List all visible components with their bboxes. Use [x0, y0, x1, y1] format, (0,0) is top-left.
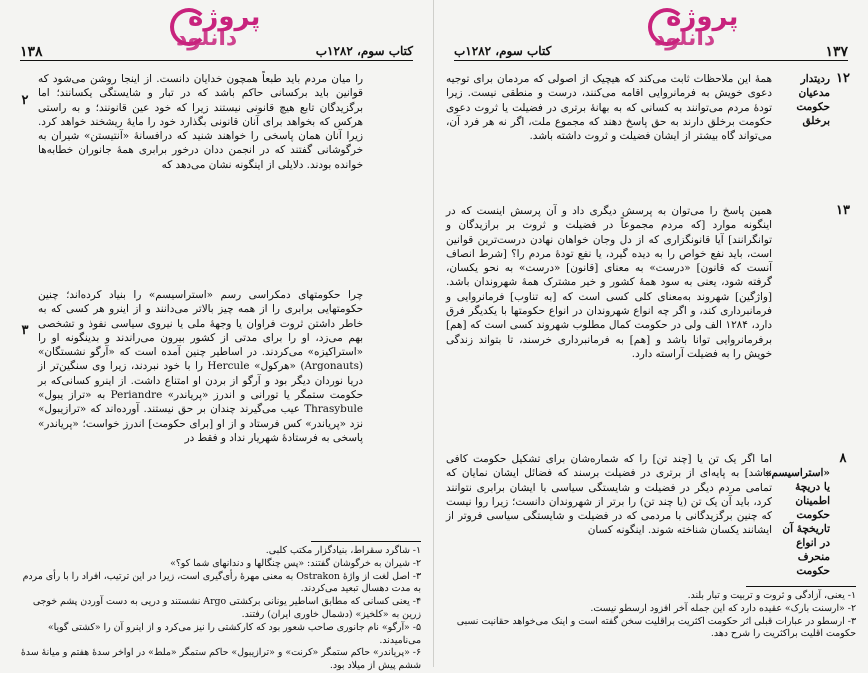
footnote: ۲- شیران به خرگوشان گفتند: «پس چنگالها و دندانهای شما کو؟» — [170, 557, 421, 569]
paragraph — [446, 72, 856, 200]
footnote-rule — [746, 586, 856, 587]
paragraph-text: اما اگر یک تن یا [چند تن] را که شماره‌شان برای تشکیل حکومت کافی نباشد] به پایه‌ای از برتری در فضیلت برسند که فضائل ایشان نمایان که تمامی مردم دیگر در فضیلت و شایستگی سیاسی با ایشان برابری نتوانند کرد، باید آن یک تن (یا چند تن) را برتر از شهروندان دانست؛ زیرا روا نیست که چنین برگزیدگانی با مردمی که در فضیلت و شایستگی سیاسی فروتر از ایشانند یکسان شناخته شوند. اینگونه کسان — [446, 453, 772, 537]
watermark-line1: پروژه — [188, 2, 261, 32]
footnote: ۶- «پریاندر» حاکم ستمگر «کرنت» و «ترازیبول» حاکم ستمگر «ملط» در اواخر سدهٔ هفتم و میانهٔ سدهٔ ششم پیش از میلاد بود. — [20, 647, 421, 672]
footnote: ۱- شاگرد سقراط، بنیادگزار مکتب کلبی. — [265, 545, 421, 556]
footnote: ۲- «ارسنت بارک» عقیده دارد که این جمله آخر افزود ارسطو نیست. — [590, 602, 856, 614]
watermark-logo — [648, 2, 746, 56]
paragraph — [446, 452, 856, 580]
watermark-line1: پروژه — [666, 2, 739, 32]
margin-note: «استراسیسم» یا دریچهٔ اطمینان حکومت تاریخچهٔ آن در انواع منحرف حکومت — [764, 467, 830, 577]
footnote: ۳- اصل لغت از واژهٔ Ostrakon به معنی مهرهٔ رأی‌گیری است، زیرا در این ترتیب، افراد را با رأی مردم به مدت دهسال تبعید می‌کردند. — [22, 570, 421, 595]
footnotes — [446, 590, 856, 660]
footnote: ۴- یعنی کسانی که مطابق اساطیر یونانی برکشتی Argo نشستند و دریی به دست آوردن پشم خوجی زرین به «کلخیز» (دشمال خاوری ایران) رفتند. — [32, 596, 421, 620]
footnote: ۵- «آرگو» نام جانوری صاحب شعور بود که کارکشتی را نیز می‌کرد و از اینرو آن را «کشتی گویا» می‌نامیدند. — [47, 621, 421, 646]
footnote: ۳- ارسطو در عبارات قبلی اثر حکومت اکثریت براقلیت سخن گفته است و اینک می‌خواهد حقانیت نسبی حکومت اقلیت براکثریت را شرح دهد. — [456, 615, 856, 640]
left-page — [0, 0, 434, 672]
paragraph-text: همین پاسخ را می‌توان به پرسش دیگری داد و آن پرسش اینست که در اینگونه موارد [که مردم مجموعاً در فضیلت و ثروت بر برازیدگان و توانگرانند] آیا قانونگزاری که از دل وجان خواهان نهادن درست‌ترین قوانین است، باید نفع خواص را به دیده گیرد، یا نفع تودهٔ مردم را؟ [شرط انصاف آنست که قانون] «درست» به معنای [قانون] «درست» به نحو یکسان، گرفته شود، یعنی به سود همهٔ کشور و خیر مشترک همهٔ شهروندان باشد. [واژگین] شهروند به‌معنای کلی کسی است که [به تناوب] فرمانروایی و فرمانبرداری کند، و اگر چه انواع شهروندان در انواع حکومتها با یکدیگر فرق دارد، ۱۲۸۴ الف ولی در حکومت کمال مطلوب شهروند کسی است که [هم] برفرمانروایی توانا باشد و [هم] به فرمانبرداری خرسند، تا بتواند زندگی خویش را به فضیلت آراسته دارد. — [446, 205, 772, 360]
footnote-rule — [311, 541, 421, 542]
paragraph — [446, 204, 856, 448]
left-running-head: کتاب سوم، ۱۲۸۲ب — [315, 44, 413, 58]
right-page — [434, 0, 868, 667]
watermark-line2: دانلود — [654, 26, 716, 51]
watermark-logo — [170, 2, 268, 56]
paragraph-number: ۸ — [839, 451, 847, 466]
paragraph-text: همهٔ این ملاحظات ثابت می‌کند که هیچیک از اصولی که مردمان برای توجیه دعوی خویش به فرمانروایی اقامه می‌کنند، درست و منطقی نیست. زیرا تودهٔ مردم می‌توانند به کسانی که به بهانهٔ برتری در فضیلت یا ثروت دعوی حکومت برخلق دارند به حق پاسخ دهند که مجموع ملت، اگر نه هر فرد آن، می‌تواند گاه بیشتر از ایشان فضیلت و ثروت داشته باشد. — [446, 73, 772, 143]
paragraph-number: ۱۳ — [836, 203, 850, 218]
paragraph-number: ۳ — [21, 323, 29, 338]
margin-note — [772, 204, 830, 448]
footnote: ۱- یعنی، آزادگی و ثروت و تربیت و تبار بلند. — [687, 590, 856, 601]
paragraph-text: چرا حکومتهای دمکراسی رسم «استراسیسم» را بنیاد کرده‌اند؛ چنین حکومتهایی برابری را از همه چیز بالاتر می‌دانند و از اینرو هر کسی که به خاطر داشتن ثروت فراوان یا وجههٔ ملی یا نیروی سیاسی نفوذ و تشخصی بهم می‌زد، او را برای مدتی از کشور بیرون می‌راندند و بدینگونه او را «استراکیزه» می‌کردند. در اساطیر چنین آمده است که «آرگو نشستگان» (Argonauts) «هرکول» Hercule را با خود نبردند، زیرا وی سنگین‌تر از دریا نوردان دیگر بود و آرگو از بردن او امتناع داشت. از اینرو کسانی‌که بر حکومت ستمگر یا تورانی و اندرز «پریاندر» Periandre به «تراز یبول» Thrasybule عیب می‌گیرند چندان بر حق نیستند. آورده‌اند که «ترازیبول» نزد «پریاندر» کس فرستاد و از او [برای حکومت] اندرز خواست؛ «پریاندر» پاسخی به فرستادهٔ شهریار نداد و فقط در — [38, 289, 364, 444]
left-page-number: ۱۳۸ — [20, 44, 43, 60]
margin-note: ردیتدار مدعیان حکومت برخلق — [796, 73, 830, 127]
paragraph — [12, 288, 421, 536]
right-running-head: کتاب سوم، ۱۲۸۲ب — [454, 44, 552, 58]
paragraph-text: را میان مردم باید طبعاً همچون خدایان دانست. از اینجا روشن می‌شود که قوانین باید برکسانی حاکم باشد که در تبار و شایستگی یکسانند؛ اما برگزیدگان تابع هیچ قانونی نیستند زیرا که خود عین قانونند؛ و به راستی هرکس که بخواهد برای آنان قانونی بگذارد خود را مایهٔ ریشخند خواهد کرد. زیرا آنان همان پاسخی را خواهند شنید که درافسانهٔ «آنتیستن» شیران به خرگوشانی گفتند که در انجمن ددان درخور برابری همهٔ جانوران خطابه‌ها خوانده بودند. دلایلی از اینگونه نشان می‌دهد که — [38, 73, 363, 171]
footnotes — [12, 545, 421, 672]
watermark-line2: دانلود — [176, 26, 238, 51]
paragraph-number: ۱۲ — [836, 71, 850, 86]
paragraph — [12, 72, 421, 286]
paragraph-number: ۲ — [21, 93, 29, 108]
right-page-number: ۱۳۷ — [825, 44, 848, 60]
